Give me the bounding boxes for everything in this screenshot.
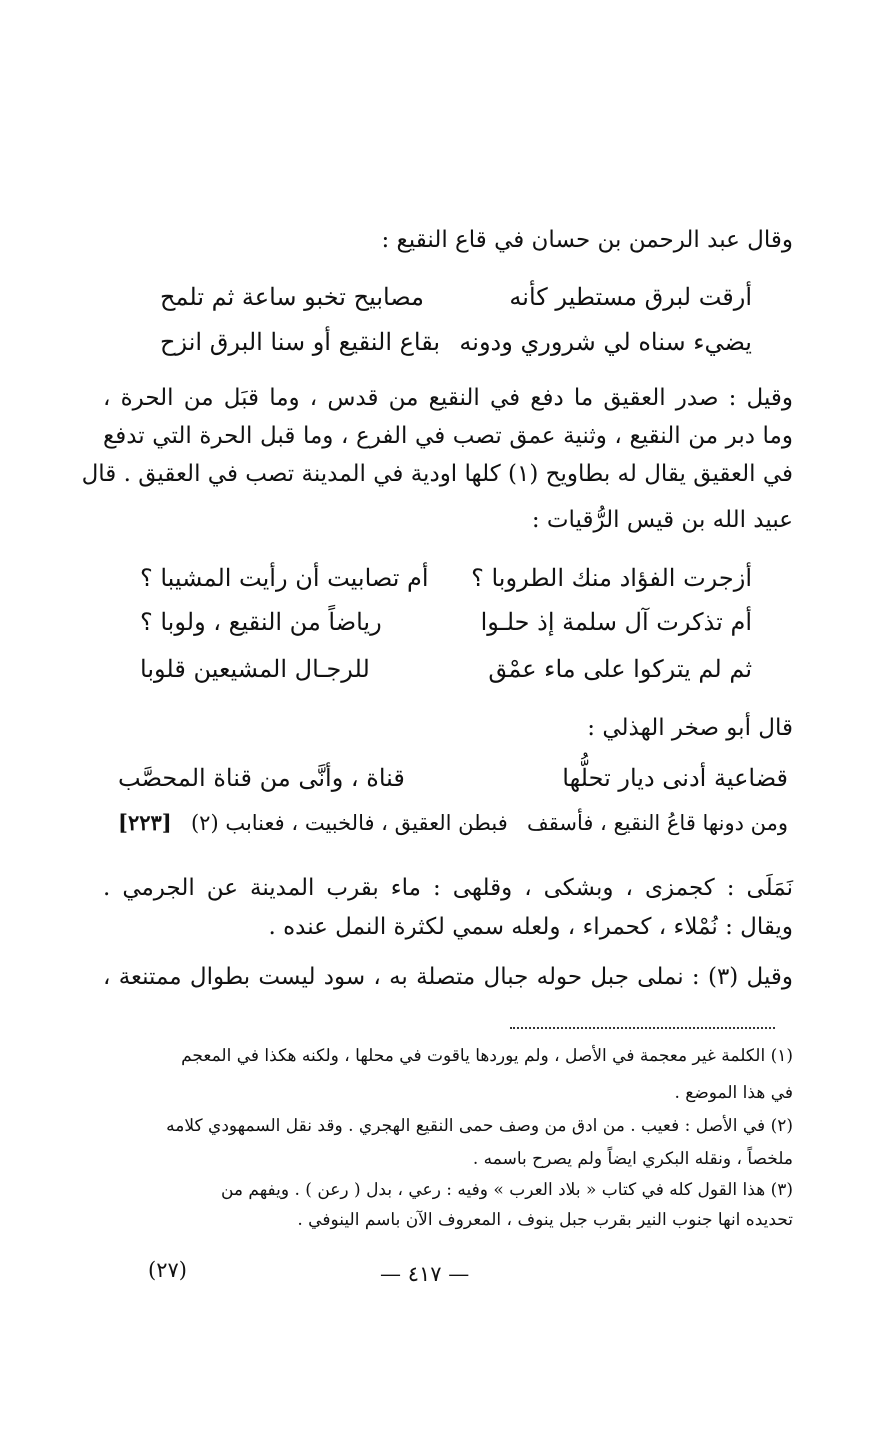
paragraph-1-line: في العقيق يقال له بطاويح (١) كلها اودية في المدينة تصب في العقيق . قال: [81, 461, 793, 487]
paragraph-1-line: وما دبر من النقيع ، وثنية عمق تصب في الفرع ، وما قبل الحرة التي تدفع: [103, 423, 793, 449]
verse-1b: [160, 328, 752, 357]
paragraph-2-line: نَمَلَى : كجمزى ، وبشكى ، وقلهى : ماء بقرب المدينة عن الجرمي .: [103, 875, 793, 901]
footnote-line: (٣) هذا القول كله في كتاب « بلاد العرب » وفيه : رعي ، بدل ( رعن ) . ويفهم من: [220, 1180, 793, 1200]
verse-2-line: [140, 655, 752, 684]
hemistich: للرجـال المشيعين قلوبا: [140, 655, 370, 683]
verse-2-line: [140, 608, 752, 637]
footnote-line: (٢) في الأصل : فعيب . من ادق من وصف حمى النقيع الهجري . وقد نقل السمهودي كلامه: [166, 1116, 793, 1136]
hemistich: ثم لم يتركوا على ماء عمْق: [488, 655, 752, 683]
paragraph-3-line: وقيل (٣) : نملى جبل حوله جبال متصلة به ، سود ليست بطوال ممتنعة ،: [103, 964, 793, 990]
page-number: — ٤١٧ —: [380, 1262, 470, 1286]
hemistich: مصابيح تخبو ساعة ثم تلمح: [160, 283, 424, 311]
hemistich: أزجرت الفؤاد منك الطروبا ؟: [471, 564, 752, 592]
hemistich: أرقت لبرق مستطير كأنه: [509, 283, 752, 311]
paragraph-2-line: ويقال : نُمْلاء ، كحمراء ، ولعله سمي لكثرة النمل عنده .: [268, 914, 793, 940]
footnote-line: ملخصاً ، ونقله البكري ايضاً ولم يصرح باسمه .: [472, 1149, 793, 1169]
manuscript-page-marker: [٢٢٣]: [118, 810, 172, 835]
footnote-line: في هذا الموضع .: [674, 1083, 793, 1103]
footnote-line: تحديده انها جنوب النير بقرب جبل ينوف ، المعروف الآن باسم الينوفي .: [297, 1210, 793, 1230]
intro-line-1: وقال عبد الرحمن بن حسان في قاع النقيع :: [381, 227, 793, 253]
verse-3a: [118, 764, 788, 793]
verse-3b: [118, 810, 788, 836]
paragraph-1-line: وقيل : صدر العقيق ما دفع في النقيع من قدس ، وما قبَل من الحرة ،: [103, 385, 793, 411]
footnote-separator: [510, 1027, 775, 1029]
hemistich: ومن دونها قاعُ النقيع ، فأسقف: [526, 811, 788, 835]
verse-1a: [160, 283, 752, 312]
hemistich: يضيء سناه لي شروري ودونه: [459, 328, 752, 356]
footnote-line: (١) الكلمة غير معجمة في الأصل ، ولم يوردها ياقوت في محلها ، ولكنه هكذا في المعجم: [181, 1046, 793, 1066]
hemistich: رياضاً من النقيع ، ولوبا ؟: [140, 608, 382, 636]
hemistich: قضاعية أدنى ديار تحلُّها: [562, 764, 788, 792]
verse-2-line: [140, 564, 752, 593]
hemistich: قناة ، وأنَّى من قناة المحصَّب: [118, 764, 405, 792]
section-number: (٢٧): [148, 1258, 187, 1282]
hemistich: فبطن العقيق ، فالخبيت ، فعنابب (٢): [190, 811, 508, 835]
intro-line-2: قال أبو صخر الهذلي :: [587, 715, 793, 741]
hemistich: أم تصابيت أن رأيت المشيبا ؟: [140, 564, 429, 592]
paragraph-1-line: عبيد الله بن قيس الرُّقيات :: [531, 507, 793, 533]
hemistich: أم تذكرت آل سلمة إذ حلـوا: [480, 608, 752, 636]
hemistich: بقاع النقيع أو سنا البرق انزح: [160, 328, 441, 356]
